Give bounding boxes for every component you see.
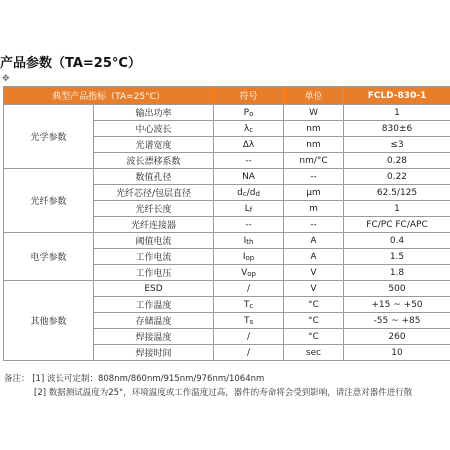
param-value: +15 ~ +50 bbox=[344, 297, 450, 313]
param-unit: W bbox=[284, 105, 344, 121]
param-name: 焊接时间 bbox=[94, 345, 214, 361]
param-unit: °C bbox=[284, 313, 344, 329]
param-value: 10 bbox=[344, 345, 450, 361]
spec-table bbox=[3, 86, 450, 361]
symbol-main: Δλ bbox=[242, 139, 255, 150]
param-name: ESD bbox=[94, 281, 214, 297]
param-value: 1 bbox=[344, 105, 450, 121]
param-symbol bbox=[214, 265, 284, 281]
param-unit: -- bbox=[284, 217, 344, 233]
param-symbol bbox=[214, 201, 284, 217]
table-row bbox=[4, 233, 450, 249]
param-symbol bbox=[214, 281, 284, 297]
param-name: 工作电流 bbox=[94, 249, 214, 265]
param-name: 工作电压 bbox=[94, 265, 214, 281]
param-unit: A bbox=[284, 249, 344, 265]
param-name: 光纤连接器 bbox=[94, 217, 214, 233]
symbol-subscript: c bbox=[242, 189, 247, 198]
page-title: 产品参数（TA=25°C） bbox=[0, 56, 141, 71]
note-1: [1] 波长可定制：808nm/860nm/915nm/976nm/1064nm bbox=[32, 374, 265, 384]
param-value: 830±6 bbox=[344, 121, 450, 137]
group-label: 光学参数 bbox=[4, 105, 94, 169]
move-handle-icon[interactable]: ✥ bbox=[2, 74, 10, 84]
symbol-main: I bbox=[242, 251, 246, 262]
symbol-main: d bbox=[237, 187, 243, 198]
param-name: 中心波长 bbox=[94, 121, 214, 137]
symbol-main: -- bbox=[245, 155, 252, 166]
param-symbol bbox=[214, 105, 284, 121]
param-symbol bbox=[214, 153, 284, 169]
param-name: 光谱宽度 bbox=[94, 137, 214, 153]
param-name: 波长漂移系数 bbox=[94, 153, 214, 169]
param-symbol bbox=[214, 185, 284, 201]
notes-label: 备注： bbox=[4, 374, 30, 384]
param-symbol bbox=[214, 233, 284, 249]
symbol-main: / bbox=[246, 283, 251, 294]
header-indicator: 典型产品指标（TA=25°C） bbox=[4, 87, 214, 105]
param-value: ≤3 bbox=[344, 137, 450, 153]
param-name: 焊接温度 bbox=[94, 329, 214, 345]
symbol-main: NA bbox=[242, 171, 255, 182]
symbol-subscript: s bbox=[249, 317, 254, 326]
param-name: 输出功率 bbox=[94, 105, 214, 121]
param-name: 光纤芯径/包层直径 bbox=[94, 185, 214, 201]
symbol-main: I bbox=[243, 235, 247, 246]
param-value: 1.5 bbox=[344, 249, 450, 265]
param-symbol bbox=[214, 121, 284, 137]
symbol-main: λ bbox=[243, 123, 250, 134]
symbol-main: P bbox=[243, 107, 250, 118]
param-symbol bbox=[214, 249, 284, 265]
group-label: 其他参数 bbox=[4, 281, 94, 361]
symbol-main: -- bbox=[245, 219, 252, 230]
symbol-subscript: th bbox=[246, 237, 254, 246]
param-value: 0.22 bbox=[344, 169, 450, 185]
param-symbol bbox=[214, 217, 284, 233]
param-value: 260 bbox=[344, 329, 450, 345]
param-symbol bbox=[214, 313, 284, 329]
param-symbol bbox=[214, 169, 284, 185]
symbol-subscript: f bbox=[249, 205, 253, 214]
symbol-subscript: c bbox=[249, 301, 254, 310]
param-value: 1 bbox=[344, 201, 450, 217]
group-label: 光纤参数 bbox=[4, 169, 94, 233]
symbol-subscript-2: d bbox=[255, 189, 260, 198]
param-name: 工作温度 bbox=[94, 297, 214, 313]
param-symbol bbox=[214, 297, 284, 313]
param-value: -55 ~ +85 bbox=[344, 313, 450, 329]
param-name: 阈值电流 bbox=[94, 233, 214, 249]
param-name: 数值孔径 bbox=[94, 169, 214, 185]
param-symbol bbox=[214, 137, 284, 153]
param-unit: μm bbox=[284, 185, 344, 201]
param-unit: sec bbox=[284, 345, 344, 361]
param-unit: nm bbox=[284, 121, 344, 137]
symbol-subscript: c bbox=[249, 125, 254, 134]
symbol-main: / bbox=[246, 347, 251, 358]
symbol-main: V bbox=[241, 267, 248, 278]
table-row bbox=[4, 169, 450, 185]
symbol-subscript: o bbox=[249, 109, 254, 118]
param-value: 1.8 bbox=[344, 265, 450, 281]
symbol-main-2: /d bbox=[246, 187, 256, 198]
symbol-main: / bbox=[246, 331, 251, 342]
param-unit: °C bbox=[284, 297, 344, 313]
header-model: FCLD-830-1 bbox=[344, 87, 450, 105]
param-name: 光纤长度 bbox=[94, 201, 214, 217]
param-symbol bbox=[214, 329, 284, 345]
table-row bbox=[4, 105, 450, 121]
param-unit: -- bbox=[284, 169, 344, 185]
param-unit: A bbox=[284, 233, 344, 249]
param-value: FC/PC FC/APC bbox=[344, 217, 450, 233]
param-value: 0.4 bbox=[344, 233, 450, 249]
table-header-row bbox=[4, 87, 450, 105]
header-symbol: 符号 bbox=[214, 87, 284, 105]
param-value: 0.28 bbox=[344, 153, 450, 169]
param-symbol bbox=[214, 345, 284, 361]
symbol-main: T bbox=[243, 299, 250, 310]
param-unit: nm/°C bbox=[284, 153, 344, 169]
param-unit: m bbox=[284, 201, 344, 217]
group-label: 电学参数 bbox=[4, 233, 94, 281]
symbol-main: T bbox=[243, 315, 250, 326]
header-unit: 单位 bbox=[284, 87, 344, 105]
param-unit: °C bbox=[284, 329, 344, 345]
symbol-subscript: op bbox=[245, 253, 255, 262]
notes bbox=[4, 372, 412, 400]
param-name: 存储温度 bbox=[94, 313, 214, 329]
symbol-main: L bbox=[244, 203, 250, 214]
table-row bbox=[4, 281, 450, 297]
param-unit: V bbox=[284, 281, 344, 297]
note-2: [2] 数据测试温度为25°，环境温度或工作温度过高，器件的寿命将会受到影响，请注意对器件进行散 bbox=[34, 388, 413, 398]
param-unit: V bbox=[284, 265, 344, 281]
table-body bbox=[4, 105, 450, 361]
param-unit: nm bbox=[284, 137, 344, 153]
param-value: 500 bbox=[344, 281, 450, 297]
param-value: 62.5/125 bbox=[344, 185, 450, 201]
symbol-subscript: op bbox=[247, 269, 256, 278]
